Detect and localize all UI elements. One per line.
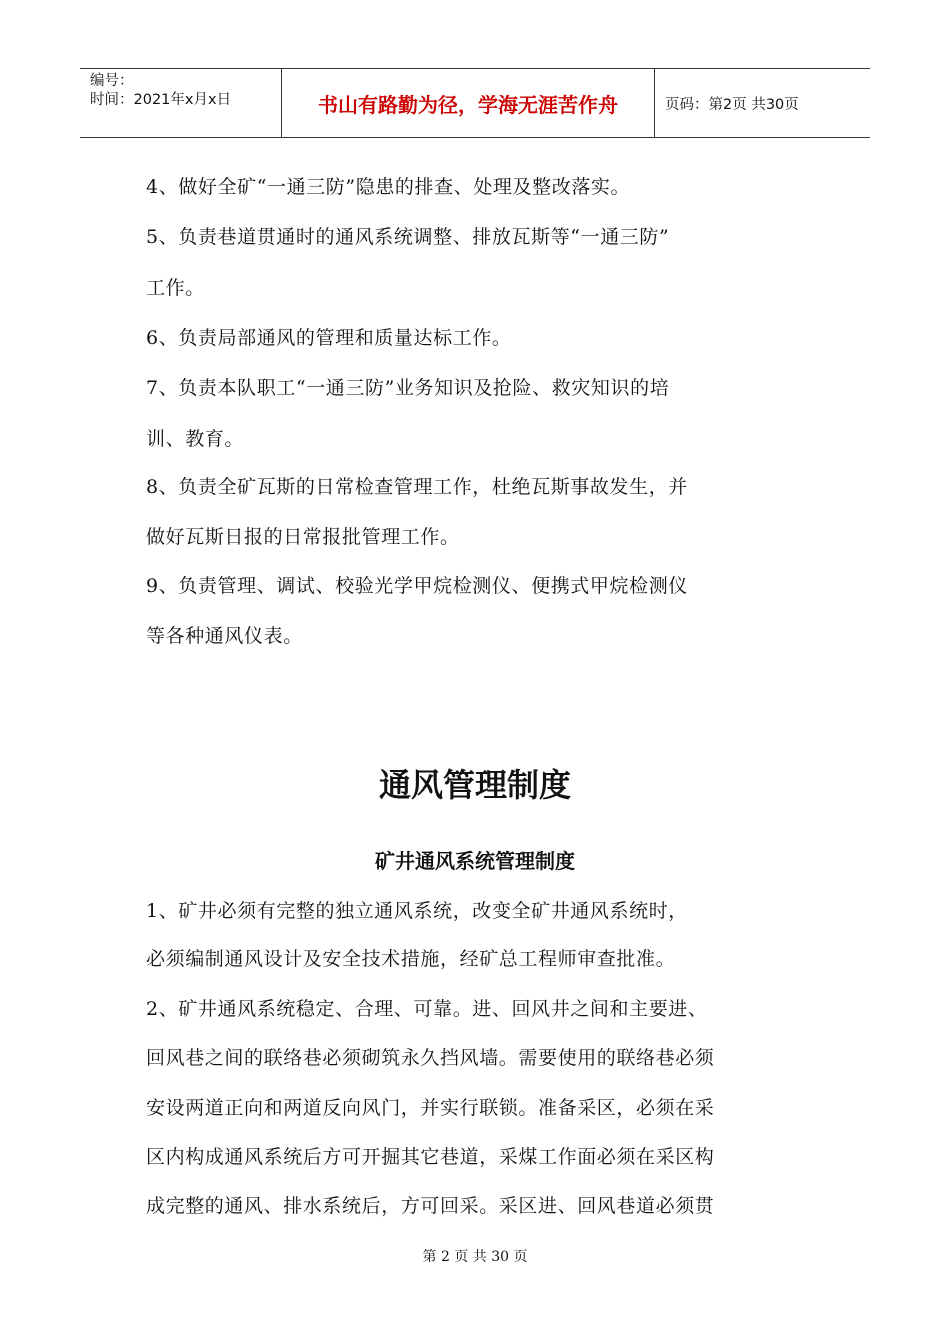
sub-title: 矿井通风系统管理制度 — [375, 849, 575, 873]
para-line: 训、教育。 — [146, 428, 245, 450]
header-motto: 书山有路勤为径，学海无涯苦作舟 — [282, 69, 655, 137]
page-header — [80, 68, 870, 138]
para-line: 必须编制通风设计及安全技术措施，经矿总工程师审查批准。 — [146, 948, 676, 970]
para-line: 1、矿井必须有完整的独立通风系统，改变全矿井通风系统时， — [146, 900, 688, 922]
para-line: 9、负责管理、调试、校验光学甲烷检测仪、便携式甲烷检测仪 — [146, 575, 688, 597]
code-label: 编号： — [90, 73, 134, 89]
header-meta — [80, 69, 282, 137]
para-line: 8、负责全矿瓦斯的日常检查管理工作，杜绝瓦斯事故发生，并 — [146, 476, 688, 498]
para-line: 2、矿井通风系统稳定、合理、可靠。进、回风井之间和主要进、 — [146, 998, 708, 1020]
para-line: 区内构成通风系统后方可开掘其它巷道，采煤工作面必须在采区构 — [146, 1146, 715, 1168]
para-line: 等各种通风仪表。 — [146, 625, 303, 647]
para-line: 做好瓦斯日报的日常报批管理工作。 — [146, 526, 460, 548]
para-line: 6、负责局部通风的管理和质量达标工作。 — [146, 327, 512, 349]
para-line: 7、负责本队职工“一通三防”业务知识及抢险、救灾知识的培 — [146, 377, 670, 399]
para-line: 回风巷之间的联络巷必须砌筑永久挡风墙。需要使用的联络巷必须 — [146, 1047, 715, 1069]
para-line: 工作。 — [146, 277, 205, 299]
para-line: 4、做好全矿“一通三防”隐患的排查、处理及整改落实。 — [146, 176, 631, 198]
para-line: 5、负责巷道贯通时的通风系统调整、排放瓦斯等“一通三防” — [146, 226, 670, 248]
page-footer: 第 2 页 共 30 页 — [422, 1249, 528, 1265]
para-line: 成完整的通风、排水系统后，方可回采。采区进、回风巷道必须贯 — [146, 1195, 715, 1217]
para-line: 安设两道正向和两道反向风门，并实行联锁。准备采区，必须在采 — [146, 1097, 715, 1119]
main-title: 通风管理制度 — [378, 766, 571, 804]
time-label: 时间：2021年x月x日 — [90, 92, 232, 108]
header-page-info: 页码：第2页 共30页 — [665, 96, 799, 113]
